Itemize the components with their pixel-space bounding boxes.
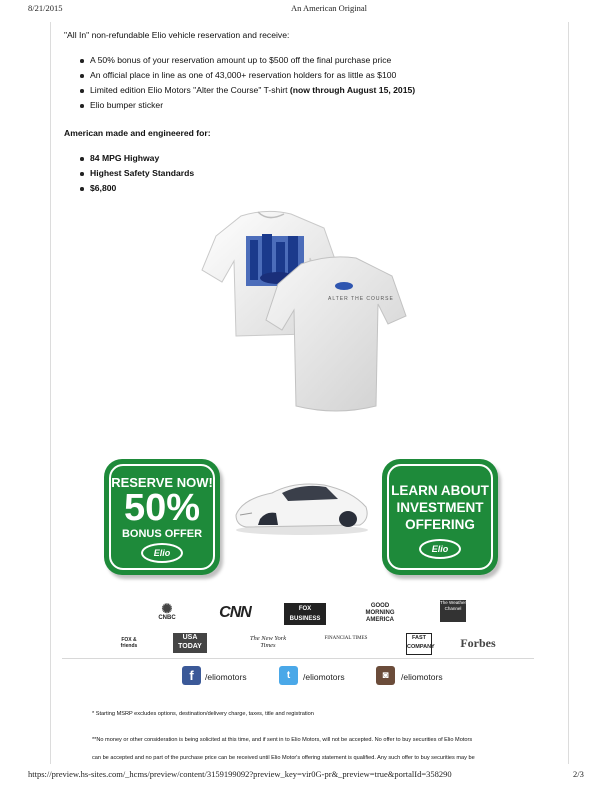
elio-car-image: [232, 475, 372, 537]
reserve-line3: BONUS OFFER: [121, 528, 203, 540]
instagram-icon[interactable]: ◙: [376, 666, 395, 685]
gma-logo: GOOD MORNING AMERICA: [365, 603, 395, 623]
peacock-icon: ✺: [161, 601, 173, 616]
print-date: 8/21/2015: [28, 3, 63, 13]
reservation-intro: "All In" non-refundable Elio vehicle reservation and receive:: [64, 30, 290, 40]
left-margin-line: [50, 22, 51, 764]
facebook-link[interactable]: /eliomotors: [205, 672, 247, 682]
twitter-link[interactable]: /eliomotors: [303, 672, 345, 682]
bullet-icon: [80, 172, 84, 176]
invest-line2: INVESTMENT: [396, 500, 484, 515]
securities-disclaimer-line1: **No money or other consideration is being solicited at this time, and if sent in to Elio Motors, will not be accepted. No offer to buy securities of Elio Motors: [92, 737, 473, 743]
learn-investment-button[interactable]: [382, 459, 498, 575]
bullet-icon: [80, 74, 84, 78]
securities-disclaimer-line2: can be accepted and no part of the purchase price can be received until Elio Motor's offering statement is qualified. Any such offer to buy securities may be: [92, 755, 475, 761]
reservation-benefits-list: [64, 53, 415, 113]
instagram-link[interactable]: /eliomotors: [401, 672, 443, 682]
weather-channel-logo: The Weather Channel: [440, 600, 466, 622]
elio-logo: Elio: [419, 539, 461, 559]
social-divider: [62, 658, 534, 659]
forbes-logo: Forbes: [460, 636, 496, 650]
financial-times-logo: FINANCIAL TIMES: [324, 636, 368, 641]
list-item: Limited edition Elio Motors "Alter the Course" T-shirt (now through August 15, 2015): [64, 83, 415, 98]
bullet-icon: [80, 157, 84, 161]
bullet-icon: [80, 187, 84, 191]
list-item: Highest Safety Standards: [64, 166, 194, 181]
page-number: 2/3: [573, 769, 584, 779]
msrp-disclaimer: * Starting MSRP excludes options, destination/delivery charge, taxes, title and registration: [92, 711, 314, 717]
cnbc-logo: ✺ CNBC: [144, 603, 190, 621]
fast-company-logo: FAST COMPANY: [406, 633, 432, 655]
usa-today-logo: USA TODAY: [173, 633, 207, 653]
tshirt-print-text: ALTER THE COURSE: [328, 296, 394, 302]
bullet-icon: [80, 89, 84, 93]
page-url: https://preview.hs-sites.com/_hcms/preview/content/3159199092?preview_key=vir0G-pr&_preview=true&portalId=358290: [28, 769, 452, 779]
reserve-line1: RESERVE NOW!: [111, 475, 213, 490]
nyt-logo: The New York Times: [249, 635, 287, 649]
facebook-icon[interactable]: f: [182, 666, 201, 685]
list-item: $6,800: [64, 181, 194, 196]
bullet-icon: [80, 59, 84, 63]
list-item: 84 MPG Highway: [64, 151, 194, 166]
page-title: An American Original: [291, 3, 368, 13]
list-item: Elio bumper sticker: [64, 98, 415, 113]
tshirt-image: [196, 206, 416, 446]
invest-line3: OFFERING: [405, 517, 475, 532]
list-item: A 50% bonus of your reservation amount up to $500 off the final purchase price: [64, 53, 415, 68]
cnn-logo: CNN: [219, 604, 251, 621]
invest-line1: LEARN ABOUT: [391, 483, 489, 498]
reserve-percent: 50%: [123, 487, 201, 529]
reserve-now-button[interactable]: [104, 459, 220, 575]
right-margin-line: [568, 22, 569, 764]
list-item: An official place in line as one of 43,000+ reservation holders for as little as $100: [64, 68, 415, 83]
fox-business-logo: FOX BUSINESS: [284, 603, 326, 625]
bullet-icon: [80, 104, 84, 108]
made-features-list: [64, 151, 194, 196]
made-heading: American made and engineered for:: [64, 128, 211, 138]
elio-logo: Elio: [141, 543, 183, 563]
twitter-icon[interactable]: t: [279, 666, 298, 685]
fox-friends-logo: FOX & friends: [120, 637, 138, 649]
